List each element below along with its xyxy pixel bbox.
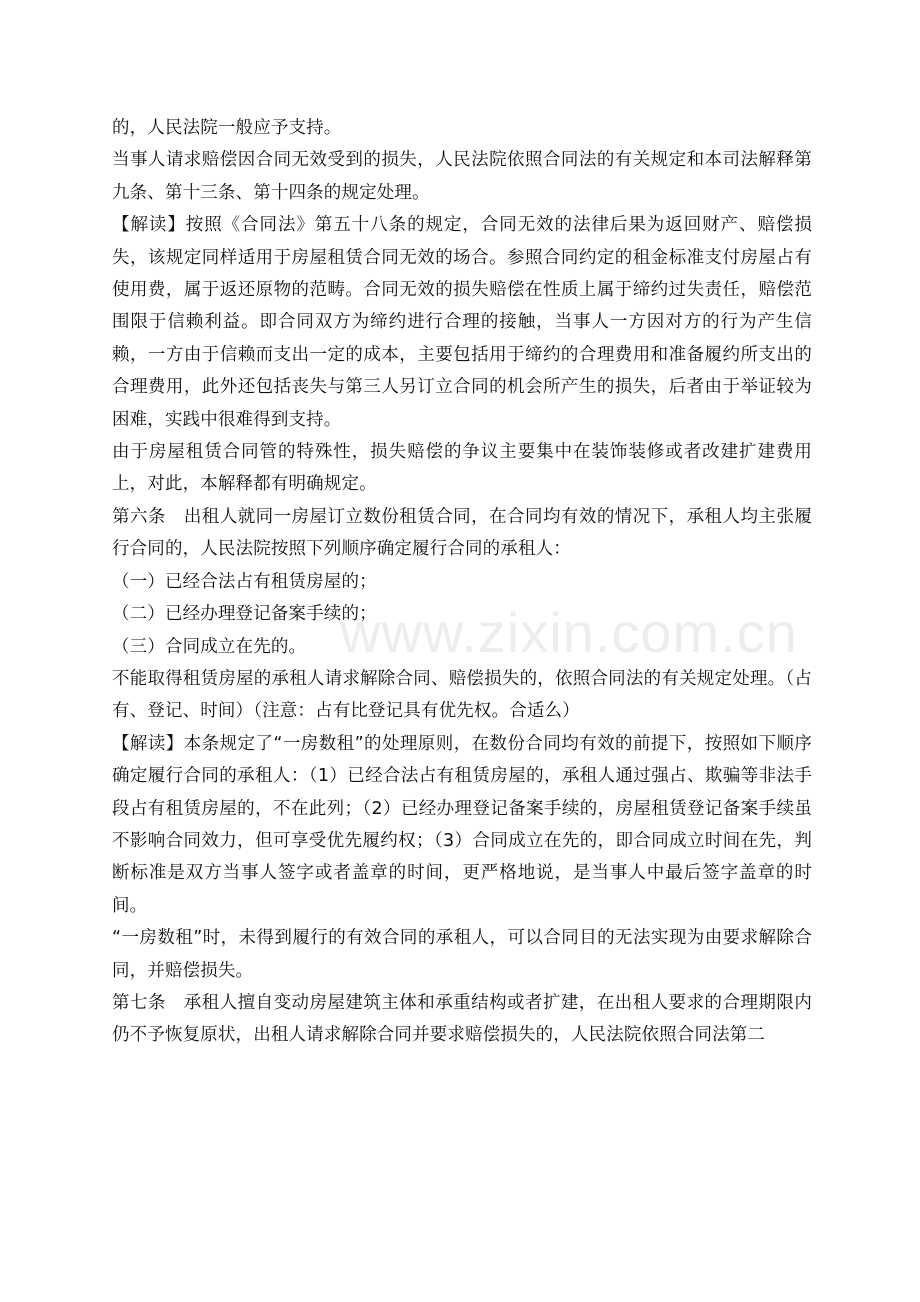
paragraph-5: 第六条 出租人就同一房屋订立数份租赁合同，在合同均有效的情况下，承租人均主张履行合同的，人民法院按照下列顺序确定履行合同的承租人： [112,506,812,560]
paragraph-4: 由于房屋租赁合同管的特殊性，损失赔偿的争议主要集中在装饰装修或者改建扩建费用上，对此，本解释都有明确规定。 [112,442,812,495]
paragraph-1: 的，人民法院一般应予支持。 [112,118,342,138]
paragraph-6: （一）已经合法占有租赁房屋的； [112,571,377,592]
paragraph-10: 【解读】本条规定了“一房数租”的处理原则，在数份合同均有效的前提下，按照如下顺序确定履行合同的承租人：（1）已经合法占有租赁房屋的，承租人通过强占、欺骗等非法手段占有租赁房屋的，不在此列；（2）已经办理登记备案手续的，房屋租赁登记备案手续虽不影响合同效力，但可享受优先履约权；（3）合同成立在先的，即合同成立时间在先，判断标准是双方当事人签字或者盖章的时间，更严格地说，是当事人中最后签字盖章的时间。 [112,733,812,916]
document-body [112,112,812,1052]
paragraph-11: “一房数租”时，未得到履行的有效合同的承租人，可以合同目的无法实现为由要求解除合同，并赔偿损失。 [112,928,812,981]
watermark: www.zixin.com.cn [340,601,798,664]
paragraph-9: 不能取得租赁房屋的承租人请求解除合同、赔偿损失的，依照合同法的有关规定处理。（占有、登记、时间）（注意：占有比登记具有优先权。合适么） [112,668,812,722]
paragraph-3: 【解读】按照《合同法》第五十八条的规定，合同无效的法律后果为返回财产、赔偿损失，该规定同样适用于房屋租赁合同无效的场合。参照合同约定的租金标准支付房屋占有使用费，属于返还原物的范畴。合同无效的损失赔偿在性质上属于缔约过失责任，赔偿范围限于信赖利益。即合同双方为缔约进行合理的接触，当事人一方因对方的行为产生信赖，一方由于信赖而支出一定的成本，主要包括用于缔约的合理费用和准备履约所支出的合理费用，此外还包括丧失与第三人另订立合同的机会所产生的损失，后者由于举证较为困难，实践中很难得到支持。 [112,215,812,430]
paragraph-12: 第七条 承租人擅自变动房屋建筑主体和承重结构或者扩建，在出租人要求的合理期限内仍不予恢复原状，出租人请求解除合同并要求赔偿损失的，人民法院依照合同法第二 [112,992,812,1046]
paragraph-7: （二）已经办理登记备案手续的； [112,604,377,625]
paragraph-8: （三）合同成立在先的。 [112,636,307,657]
paragraph-2: 当事人请求赔偿因合同无效受到的损失，人民法院依照合同法的有关规定和本司法解释第九条、第十三条、第十四条的规定处理。 [112,150,812,203]
